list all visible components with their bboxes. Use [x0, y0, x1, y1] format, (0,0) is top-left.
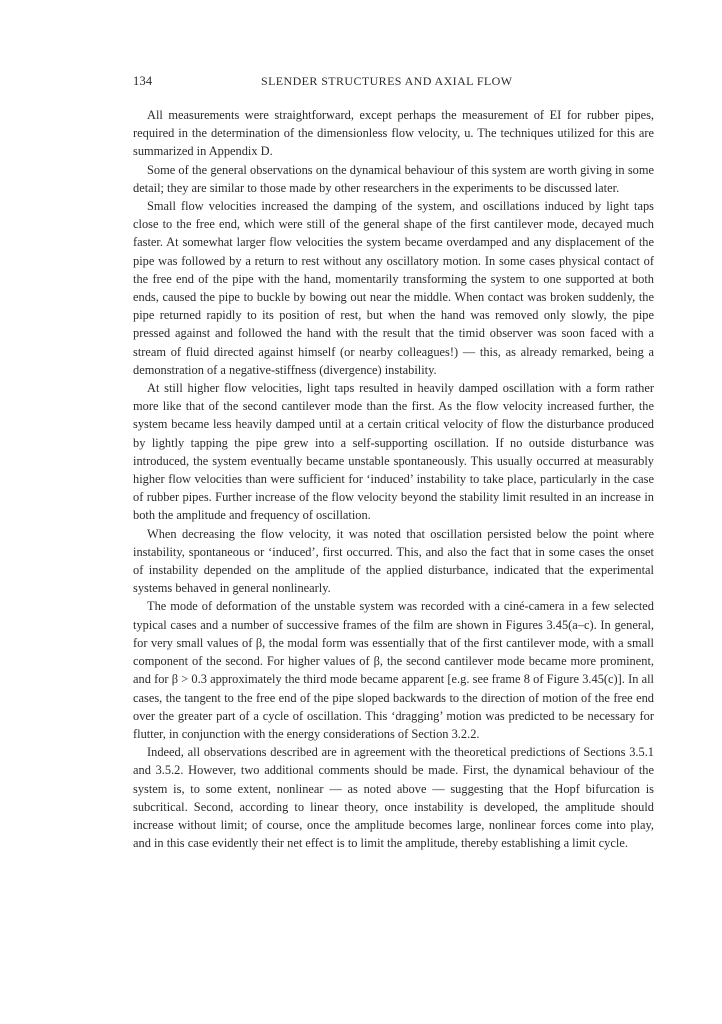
paragraph-agreement-with-theory: Indeed, all observations described are in agreement with the theoretical predictions of Sections 3.5.1 and 3.5.2. However, two additional comments should be made. First, the dynamical behaviour of the system is, to some extent, nonlinear — as noted above — suggesting that the Hopf bifurcation is subcritical. Second, according to linear theory, once instability is developed, the amplitude should increase without limit; of course, once the amplitude becomes large, nonlinear forces come into play, and in this case evidently their net effect is to limit the amplitude, thereby establishing a limit cycle. — [133, 745, 654, 851]
paragraph-small-flow-velocities: Small flow velocities increased the damping of the system, and oscillations induced by light taps close to the free end, which were still of the general shape of the first cantilever mode, decayed much faster. At somewhat larger flow velocities the system became overdamped and any displacement of the pipe was followed by a return to rest without any oscillatory motion. In some cases physical contact of the free end of the pipe with the hand, momentarily transforming the system to one supported at both ends, caused the pipe to buckle by bowing out near the middle. When contact was broken suddenly, the pipe returned rapidly to its position of rest, but when the hand was removed only slowly, the pipe pressed against and followed the hand with the result that the timid observer was soon faced with a stream of fluid directed against himself (or nearby colleagues!) — this, as already remarked, being a demonstration of a negative-stiffness (divergence) instability. — [133, 199, 654, 377]
running-head — [133, 74, 654, 96]
paragraph-decreasing-flow: When decreasing the flow velocity, it was noted that oscillation persisted below the point where instability, spontaneous or ‘induced’, first occurred. This, and also the fact that in some cases the onset of instability depended on the amplitude of the applied disturbance, indicated that the experimental systems behaved in general nonlinearly. — [133, 526, 654, 596]
running-title: SLENDER STRUCTURES AND AXIAL FLOW — [261, 74, 513, 88]
page-number: 134 — [133, 74, 153, 88]
paragraph-mode-of-deformation: The mode of deformation of the unstable system was recorded with a ciné-camera in a few selected typical cases and a number of successive frames of the film are shown in Figures 3.45(a–c). In general, for very small values of β, the modal form was essentially that of the first cantilever mode, with a small component of the second. For higher values of β, the second cantilever mode became more prominent, and for β > 0.3 approximately the third mode became apparent [e.g. see frame 8 of Figure 3.45(c)]. In all cases, the tangent to the free end of the pipe sloped backwards to the direction of motion of the free end over the greater part of a cycle of oscillation. This ‘dragging’ motion was predicted to be necessary for flutter, in conjunction with the energy considerations of Section 3.2.2. — [133, 599, 654, 741]
paragraph-higher-flow-velocities: At still higher flow velocities, light taps resulted in heavily damped oscillation with a form rather more like that of the second cantilever mode than the first. As the flow velocity increased further, the system became less heavily damped until at a certain critical velocity of flow the disturbance produced by lightly tapping the pipe grew into a self-supporting oscillation. If no outside disturbance was introduced, the system eventually became unstable spontaneously. This usually occurred at measurably higher flow velocities than were sufficient for ‘induced’ instability to take place, particularly in the case of rubber pipes. Further increase of the flow velocity beyond the stability limit resulted in an increase in both the amplitude and frequency of oscillation. — [133, 381, 654, 523]
paragraph-general-observations: Some of the general observations on the dynamical behaviour of this system are worth giving in some detail; they are similar to those made by other researchers in the experiments to be discussed later. — [133, 162, 654, 195]
paragraph-measurements: All measurements were straightforward, except perhaps the measurement of EI for rubber pipes, required in the determination of the dimensionless flow velocity, u. The techniques utilized for this are summarized in Appendix D. — [133, 108, 654, 159]
body-text — [133, 106, 654, 852]
book-page — [133, 74, 654, 852]
